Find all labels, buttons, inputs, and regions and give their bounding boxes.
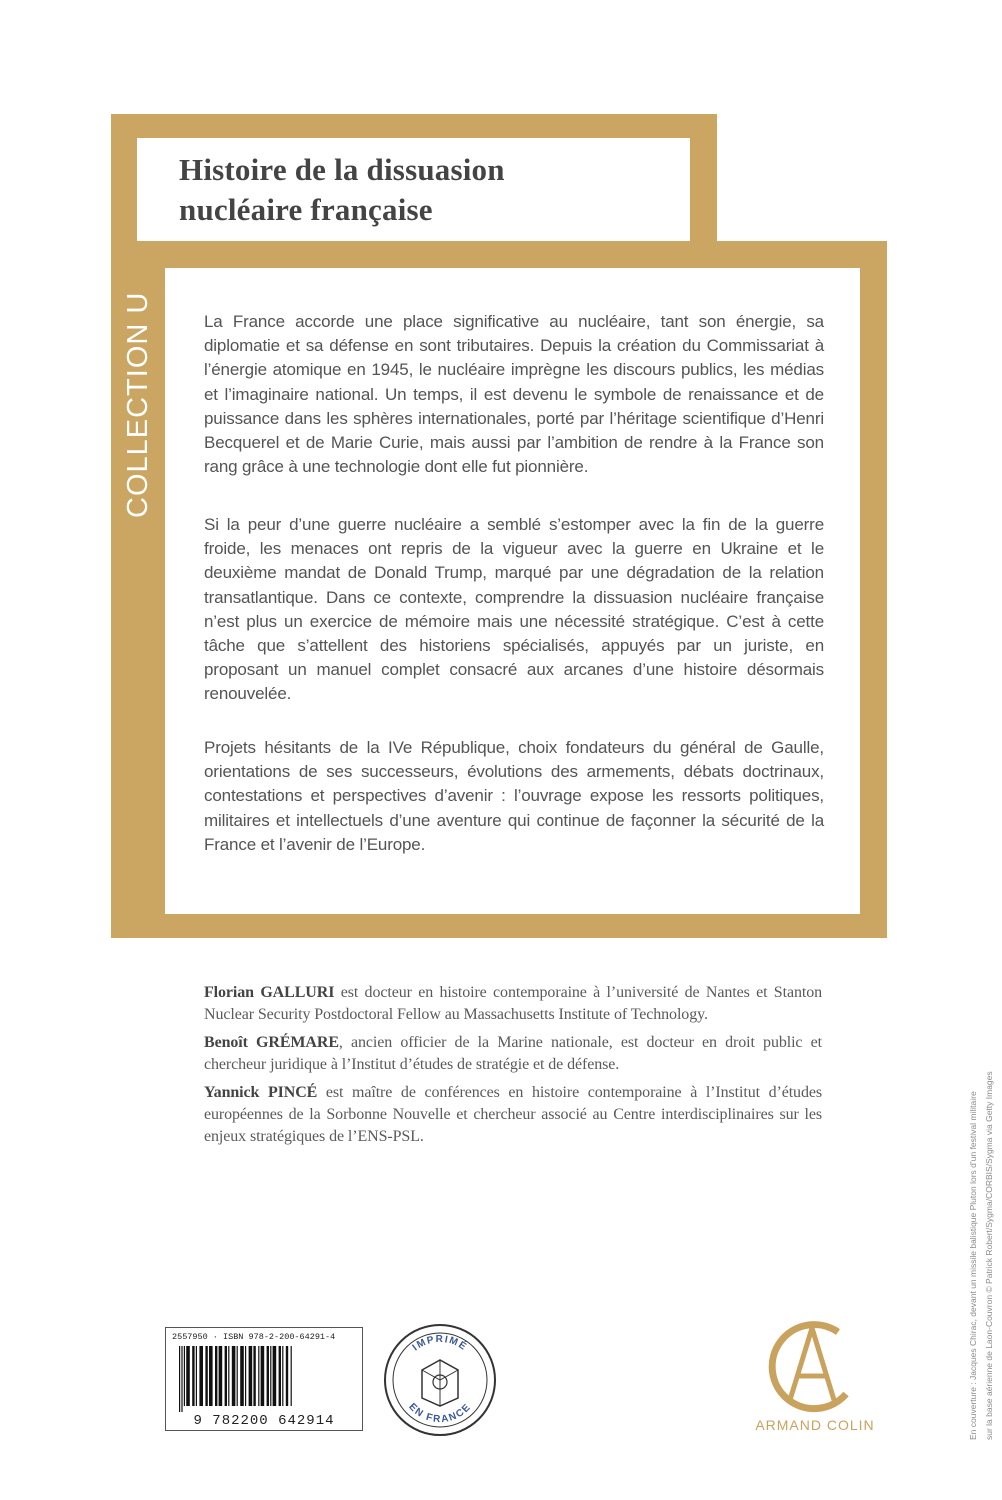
imprime-en-france-seal-icon: [382, 1322, 498, 1438]
author-description: est maître de conférences en histoire contemporaine à l’Institut d’études européennes de la Sorbonne Nouvelle et chercheur associé au Centre interdisciplinaires sur les enjeux stratégiques de l’ENS-PSL.: [204, 1084, 822, 1145]
collection-label: COLLECTION U: [122, 291, 154, 518]
author-name: Benoît GRÉMARE: [204, 1034, 339, 1051]
title-line-1: Histoire de la dissuasion: [179, 152, 505, 187]
credit-line: sur la base aérienne de Laon-Couvron © Patrick Robert/Sygma/CORBIS/Sygma via Getty Images: [984, 1071, 994, 1440]
barcode-bars: [175, 1346, 355, 1412]
summary-paragraph-1: La France accorde une place significative au nucléaire, tant son énergie, sa diplomatie et sa défense en sont tributaires. Depuis la création du Commissariat à l’énergie atomique en 1945, le nucléaire imprègne les discours publics, les médias et l’imaginaire national. Un temps, il est devenu le symbole de renaissance et de puissance dans les sphères internationales, porté par l’héritage scientifique d’Henri Becquerel et de Marie Curie, mais aussi par l’ambition de rendre à la France son rang grâce à une technologie dont elle fut pionnière.: [204, 312, 824, 477]
seal-text-top: IMPRIMÉ: [410, 1334, 470, 1354]
seal-text-bottom: EN FRANCE: [406, 1401, 474, 1426]
author-bio: [204, 1032, 822, 1076]
title-line-2: nucléaire française: [179, 192, 433, 227]
author-description: est docteur en histoire contemporaine à l’université de Nantes et Stanton Nuclear Security Postdoctoral Fellow au Massachusetts Institute of Technology.: [204, 984, 822, 1023]
barcode-header: 2557950 · ISBN 978-2-200-64291-4: [172, 1332, 336, 1342]
credit-line: En couverture : Jacques Chirac, devant un missile balistique Pluton lors d’un festival militaire: [968, 1091, 978, 1440]
publisher-name: ARMAND COLIN: [755, 1417, 875, 1433]
summary-box: [165, 268, 860, 914]
summary-paragraph-3: Projets hésitants de la IVe République, choix fondateurs du général de Gaulle, orientations de ses successeurs, évolutions des armements, débats doctrinaux, contestations et perspectives d’avenir : l’ouvrage expose les ressorts politiques, militaires et intellectuels d’une aventure qui continue de façonner la sécurité de la France et l’avenir de l’Europe.: [204, 738, 824, 854]
author-name: Yannick PINCÉ: [204, 1084, 318, 1101]
armand-colin-logo-icon: [760, 1314, 870, 1414]
author-bio: [204, 1082, 822, 1148]
isbn-barcode: [165, 1327, 363, 1431]
author-name: Florian GALLURI: [204, 984, 335, 1001]
title-box: [137, 138, 690, 241]
author-bios: [204, 982, 822, 1154]
barcode-digits: 9 782200 642914: [193, 1413, 335, 1429]
cover-credits: [965, 780, 1002, 1440]
author-description: , ancien officier de la Marine nationale, est docteur en droit public et chercheur juridique à l’Institut d’études de stratégie et de défense.: [204, 1034, 822, 1073]
author-bio: [204, 982, 822, 1026]
summary-paragraph-2: Si la peur d’une guerre nucléaire a semblé s’estomper avec la fin de la guerre froide, les menaces ont repris de la vigueur avec la guerre en Ukraine et le deuxième mandat de Donald Trump, marqué par une dégradation de la relation transatlantique. Dans ce contexte, comprendre la dissuasion nucléaire française n’est plus un exercice de mémoire mais une nécessité stratégique. C’est à cette tâche que s’attellent des historiens spécialisés, appuyés par un juriste, en proposant un manuel complet consacré aux arcanes d’une histoire désormais renouvelée.: [204, 515, 824, 704]
